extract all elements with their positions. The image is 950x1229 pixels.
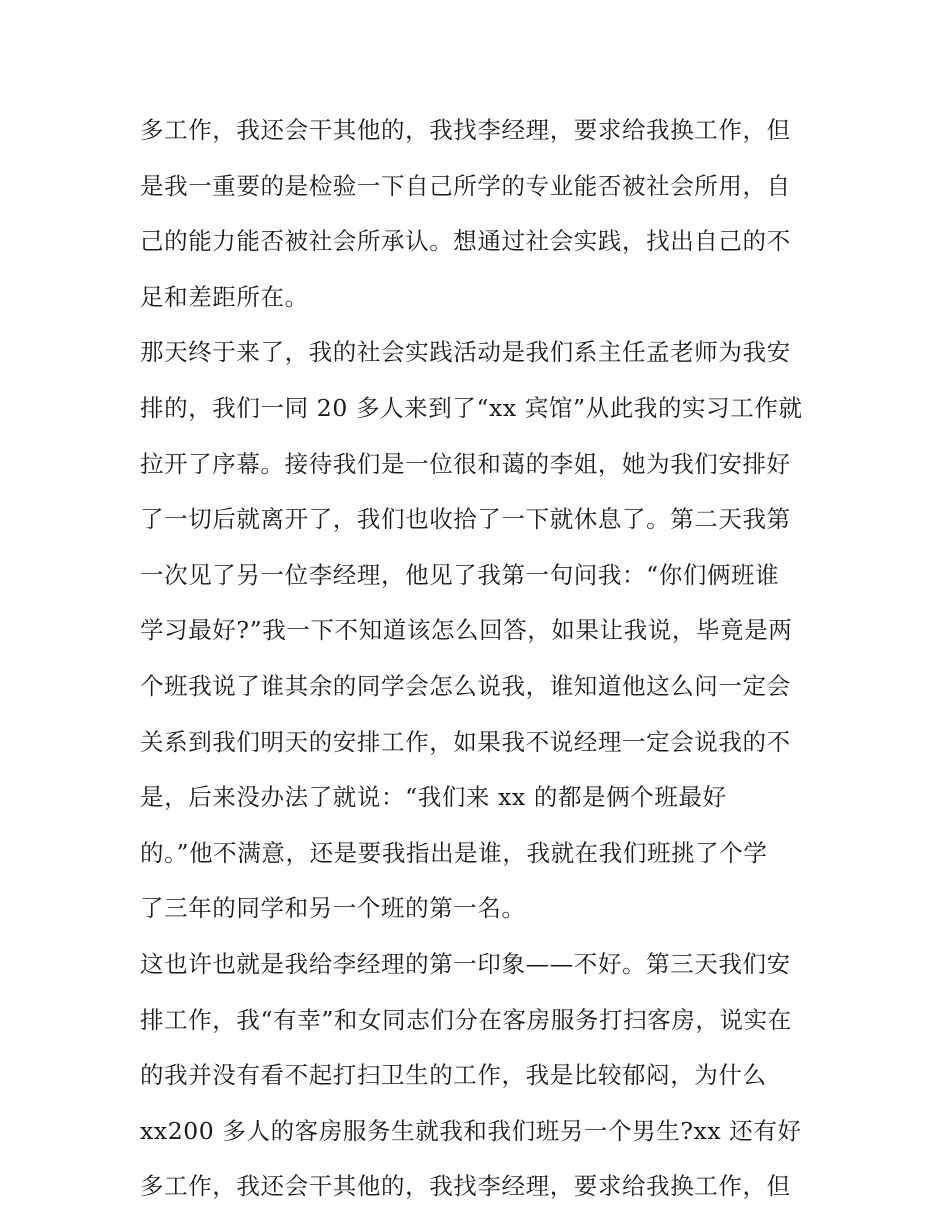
text-line-14: 的。”他不满意，还是要我指出是谁，我就在我们班挑了个学: [140, 838, 768, 867]
text-line-11: 个班我说了谁其余的同学会怎么说我，谁知道他这么问一定会: [140, 671, 791, 700]
text-line-1: 多工作，我还会干其他的，我找李经理，要求给我换工作，但: [140, 116, 791, 144]
text-line-7: 拉开了序幕。接待我们是一位很和蔼的李姐，她为我们安排好: [140, 449, 791, 478]
text-line-13: 是，后来没办法了就说：“我们来 xx 的都是俩个班最好: [140, 783, 727, 812]
text-line-6: 排的，我们一同 20 多人来到了“xx 宾馆”从此我的实习工作就: [140, 393, 803, 422]
text-line-10: 学习最好?”我一下不知道该怎么回答，如果让我说，毕竟是两: [140, 616, 793, 645]
text-line-3: 己的能力能否被社会所承认。想通过社会实践，找出自己的不: [140, 227, 791, 256]
text-line-15: 了三年的同学和另一个班的第一名。: [140, 894, 526, 923]
text-line-18: 的我并没有看不起打扫卫生的工作，我是比较郁闷，为什么: [140, 1061, 767, 1090]
text-line-2: 是我一重要的是检验一下自己所学的专业能否被社会所用，自: [140, 171, 791, 200]
text-line-19: xx200 多人的客房服务生就我和我们班另一个男生?xx 还有好: [140, 1116, 802, 1145]
text-line-5: 那天终于来了，我的社会实践活动是我们系主任孟老师为我安: [140, 338, 791, 367]
text-line-4: 足和差距所在。: [140, 282, 309, 311]
body-text: [140, 110, 820, 1222]
text-line-17: 排工作，我“有幸”和女同志们分在客房服务打扫客房，说实在: [140, 1005, 792, 1034]
text-line-12: 关系到我们明天的安排工作，如果我不说经理一定会说我的不: [140, 727, 791, 756]
text-line-16: 这也许也就是我给李经理的第一印象——不好。第三天我们安: [140, 949, 791, 978]
text-line-9: 一次见了另一位李经理，他见了我第一句问我：“你们俩班谁: [140, 560, 780, 589]
text-line-8: 了一切后就离开了，我们也收拾了一下就休息了。第二天我第: [140, 505, 791, 534]
text-line-20: 多工作，我还会干其他的，我找李经理，要求给我换工作，但: [140, 1172, 791, 1201]
